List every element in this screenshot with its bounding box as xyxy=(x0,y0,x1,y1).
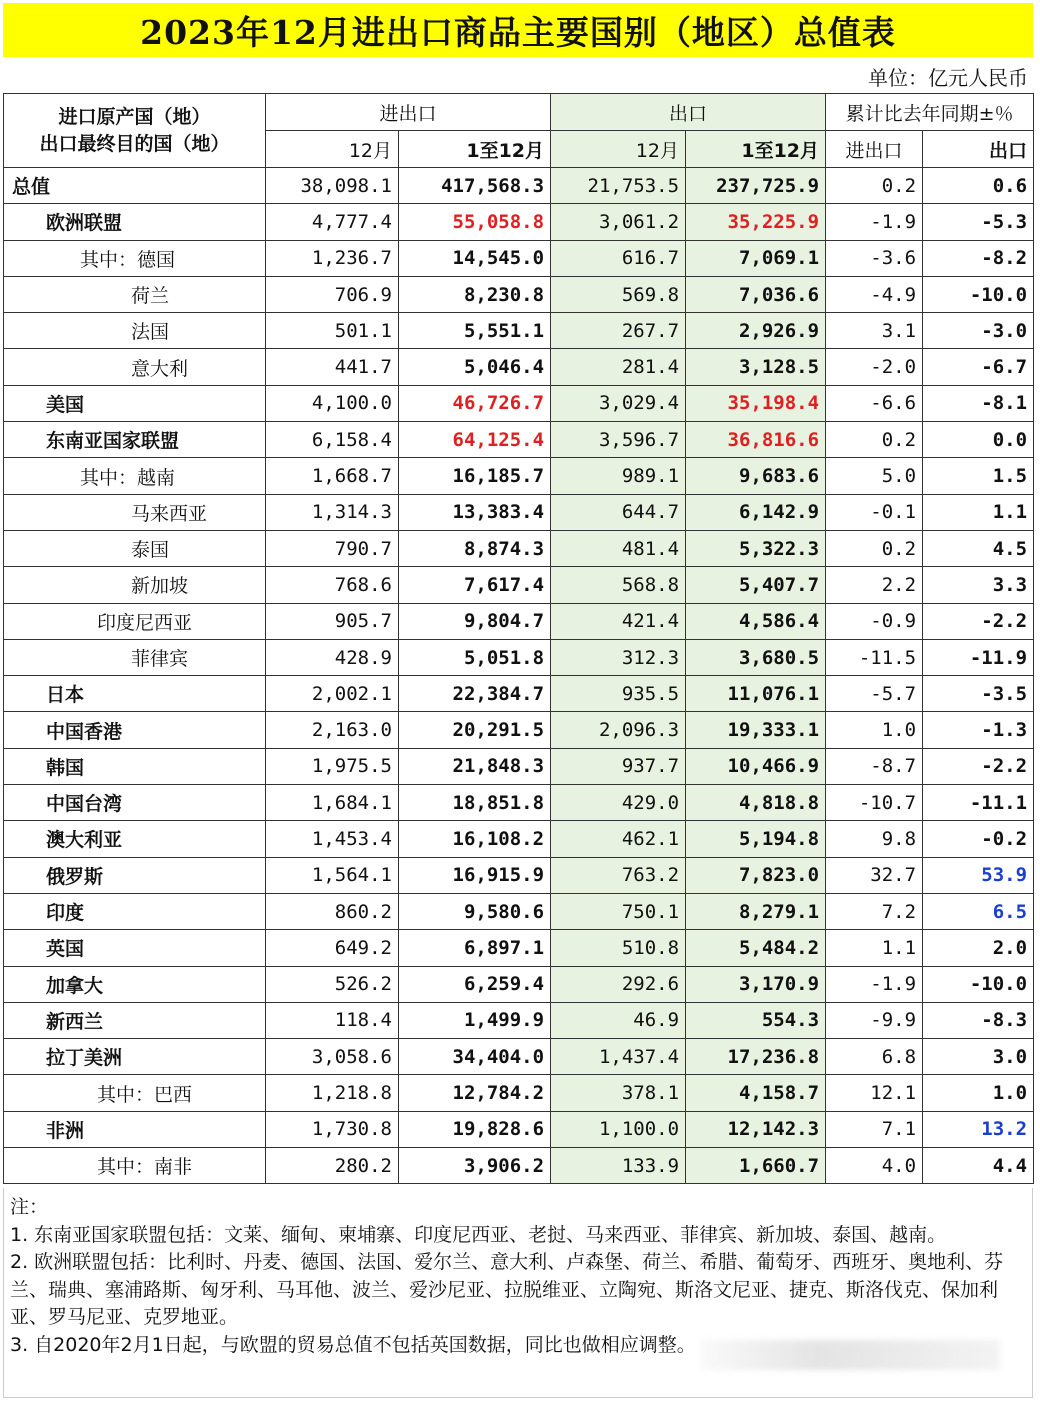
cell-total-dec: 441.7 xyxy=(266,349,399,385)
cell-total-ytd: 12,784.2 xyxy=(399,1075,551,1111)
table-row xyxy=(4,385,1034,421)
cell-export-ytd: 6,142.9 xyxy=(686,494,826,530)
cell-total-dec: 1,236.7 xyxy=(266,240,399,276)
note-eu: 2. 欧洲联盟包括：比利时、丹麦、德国、法国、爱尔兰、意大利、卢森堡、荷兰、希腊、葡萄牙、西班牙、奥地利、芬兰、瑞典、塞浦路斯、匈牙利、马耳他、波兰、爱沙尼亚、拉脱维亚、立陶宛、斯洛文尼亚、捷克、斯洛伐克、保加利亚、罗马尼亚、克罗地亚。 xyxy=(10,1251,1004,1329)
cell-yoy-export: 4.5 xyxy=(923,530,1034,566)
cell-export-ytd: 36,816.6 xyxy=(686,422,826,458)
row-name: 其中：巴西 xyxy=(4,1075,266,1111)
cell-export-dec: 267.7 xyxy=(551,313,686,349)
cell-export-dec: 1,100.0 xyxy=(551,1111,686,1147)
cell-total-dec: 1,668.7 xyxy=(266,458,399,494)
cell-export-dec: 481.4 xyxy=(551,530,686,566)
page-title: 2023年12月进出口商品主要国别（地区）总值表 xyxy=(3,3,1033,57)
cell-yoy-export: -10.0 xyxy=(923,966,1034,1002)
cell-export-ytd: 3,128.5 xyxy=(686,349,826,385)
cell-yoy-total: 1.1 xyxy=(826,930,923,966)
cell-yoy-export: -2.2 xyxy=(923,748,1034,784)
cell-yoy-export: -3.5 xyxy=(923,676,1034,712)
cell-yoy-total: -9.9 xyxy=(826,1002,923,1038)
cell-yoy-total: -8.7 xyxy=(826,748,923,784)
cell-yoy-total: -6.6 xyxy=(826,385,923,421)
cell-export-dec: 3,061.2 xyxy=(551,204,686,240)
cell-total-dec: 428.9 xyxy=(266,639,399,675)
cell-total-dec: 1,314.3 xyxy=(266,494,399,530)
table-row xyxy=(4,313,1034,349)
cell-yoy-export: -11.1 xyxy=(923,785,1034,821)
cell-total-ytd: 46,726.7 xyxy=(399,385,551,421)
corner-line-1: 进口原产国（地） xyxy=(58,105,211,128)
table-row xyxy=(4,567,1034,603)
cell-yoy-total: -3.6 xyxy=(826,240,923,276)
cell-yoy-export: -6.7 xyxy=(923,349,1034,385)
row-name: 泰国 xyxy=(4,530,266,566)
cell-export-dec: 3,596.7 xyxy=(551,422,686,458)
blurred-watermark xyxy=(700,1340,1000,1370)
cell-total-ytd: 6,897.1 xyxy=(399,930,551,966)
row-name: 新加坡 xyxy=(4,567,266,603)
cell-export-dec: 462.1 xyxy=(551,821,686,857)
cell-export-dec: 46.9 xyxy=(551,1002,686,1038)
cell-total-dec: 1,564.1 xyxy=(266,857,399,893)
cell-total-dec: 1,730.8 xyxy=(266,1111,399,1147)
cell-yoy-export: -3.0 xyxy=(923,313,1034,349)
note-uk: 3. 自2020年2月1日起，与欧盟的贸易总值不包括英国数据，同比也做相应调整。 xyxy=(10,1333,696,1356)
cell-yoy-total: 32.7 xyxy=(826,857,923,893)
cell-export-dec: 616.7 xyxy=(551,240,686,276)
cell-total-dec: 905.7 xyxy=(266,603,399,639)
table-row xyxy=(4,676,1034,712)
row-name: 法国 xyxy=(4,313,266,349)
header-row-1 xyxy=(4,94,1034,131)
row-name: 美国 xyxy=(4,385,266,421)
table-row xyxy=(4,1075,1034,1111)
cell-export-dec: 935.5 xyxy=(551,676,686,712)
cell-total-ytd: 22,384.7 xyxy=(399,676,551,712)
cell-export-dec: 3,029.4 xyxy=(551,385,686,421)
cell-total-dec: 1,684.1 xyxy=(266,785,399,821)
cell-export-ytd: 4,818.8 xyxy=(686,785,826,821)
cell-export-dec: 569.8 xyxy=(551,276,686,312)
cell-export-ytd: 9,683.6 xyxy=(686,458,826,494)
corner-line-2: 出口最终目的国（地） xyxy=(39,132,230,155)
cell-export-ytd: 7,069.1 xyxy=(686,240,826,276)
table-row xyxy=(4,712,1034,748)
table-row xyxy=(4,785,1034,821)
row-name: 英国 xyxy=(4,930,266,966)
table-row xyxy=(4,1148,1034,1184)
row-name: 马来西亚 xyxy=(4,494,266,530)
cell-yoy-export: -8.3 xyxy=(923,1002,1034,1038)
cell-export-ytd: 2,926.9 xyxy=(686,313,826,349)
cell-total-ytd: 1,499.9 xyxy=(399,1002,551,1038)
cell-export-dec: 312.3 xyxy=(551,639,686,675)
cell-export-ytd: 1,660.7 xyxy=(686,1148,826,1184)
cell-total-dec: 501.1 xyxy=(266,313,399,349)
cell-yoy-export: 3.0 xyxy=(923,1039,1034,1075)
cell-total-dec: 1,218.8 xyxy=(266,1075,399,1111)
cell-export-ytd: 5,322.3 xyxy=(686,530,826,566)
cell-total-ytd: 16,915.9 xyxy=(399,857,551,893)
cell-yoy-total: 2.2 xyxy=(826,567,923,603)
cell-total-dec: 790.7 xyxy=(266,530,399,566)
cell-export-ytd: 554.3 xyxy=(686,1002,826,1038)
cell-export-ytd: 8,279.1 xyxy=(686,893,826,929)
row-name: 菲律宾 xyxy=(4,639,266,675)
cell-export-dec: 133.9 xyxy=(551,1148,686,1184)
cell-yoy-total: 12.1 xyxy=(826,1075,923,1111)
row-name: 日本 xyxy=(4,676,266,712)
row-name: 加拿大 xyxy=(4,966,266,1002)
cell-yoy-export: -5.3 xyxy=(923,204,1034,240)
cell-total-dec: 2,002.1 xyxy=(266,676,399,712)
header-total-ytd: 1至12月 xyxy=(399,131,551,168)
cell-total-ytd: 34,404.0 xyxy=(399,1039,551,1075)
cell-total-dec: 6,158.4 xyxy=(266,422,399,458)
row-name: 东南亚国家联盟 xyxy=(4,422,266,458)
cell-yoy-export: -2.2 xyxy=(923,603,1034,639)
header-group-yoy: 累计比去年同期±％ xyxy=(826,94,1034,131)
row-name: 总值 xyxy=(4,168,266,204)
table-row xyxy=(4,168,1034,204)
cell-export-ytd: 5,407.7 xyxy=(686,567,826,603)
cell-export-dec: 2,096.3 xyxy=(551,712,686,748)
cell-export-ytd: 17,236.8 xyxy=(686,1039,826,1075)
table-row xyxy=(4,1111,1034,1147)
cell-export-dec: 21,753.5 xyxy=(551,168,686,204)
header-group-export: 出口 xyxy=(551,94,826,131)
cell-export-dec: 763.2 xyxy=(551,857,686,893)
cell-yoy-total: -5.7 xyxy=(826,676,923,712)
cell-yoy-total: -4.9 xyxy=(826,276,923,312)
cell-yoy-total: 9.8 xyxy=(826,821,923,857)
cell-export-dec: 1,437.4 xyxy=(551,1039,686,1075)
cell-yoy-total: 3.1 xyxy=(826,313,923,349)
cell-yoy-export: -8.2 xyxy=(923,240,1034,276)
cell-export-dec: 989.1 xyxy=(551,458,686,494)
table-body xyxy=(4,168,1034,1184)
cell-total-ytd: 417,568.3 xyxy=(399,168,551,204)
cell-yoy-export: 0.6 xyxy=(923,168,1034,204)
cell-export-ytd: 237,725.9 xyxy=(686,168,826,204)
cell-yoy-total: -2.0 xyxy=(826,349,923,385)
cell-yoy-export: 0.0 xyxy=(923,422,1034,458)
header-yoy-total: 进出口 xyxy=(826,131,923,168)
cell-yoy-total: -1.9 xyxy=(826,966,923,1002)
header-yoy-export: 出口 xyxy=(923,131,1034,168)
cell-export-dec: 937.7 xyxy=(551,748,686,784)
cell-total-ytd: 9,580.6 xyxy=(399,893,551,929)
table-row xyxy=(4,1039,1034,1075)
cell-total-ytd: 8,874.3 xyxy=(399,530,551,566)
cell-yoy-export: 2.0 xyxy=(923,930,1034,966)
cell-yoy-total: -0.9 xyxy=(826,603,923,639)
cell-total-dec: 4,100.0 xyxy=(266,385,399,421)
cell-export-dec: 292.6 xyxy=(551,966,686,1002)
table-row xyxy=(4,494,1034,530)
cell-total-dec: 768.6 xyxy=(266,567,399,603)
cell-yoy-total: 0.2 xyxy=(826,168,923,204)
cell-total-ytd: 18,851.8 xyxy=(399,785,551,821)
cell-yoy-total: 7.2 xyxy=(826,893,923,929)
cell-yoy-export: -0.2 xyxy=(923,821,1034,857)
cell-yoy-export: 1.1 xyxy=(923,494,1034,530)
cell-export-ytd: 35,198.4 xyxy=(686,385,826,421)
trade-table xyxy=(3,93,1034,1184)
table-row xyxy=(4,422,1034,458)
cell-export-dec: 281.4 xyxy=(551,349,686,385)
cell-export-ytd: 10,466.9 xyxy=(686,748,826,784)
cell-total-dec: 706.9 xyxy=(266,276,399,312)
row-name: 中国香港 xyxy=(4,712,266,748)
table-row xyxy=(4,204,1034,240)
cell-export-ytd: 4,586.4 xyxy=(686,603,826,639)
row-name: 新西兰 xyxy=(4,1002,266,1038)
cell-export-dec: 378.1 xyxy=(551,1075,686,1111)
cell-total-dec: 649.2 xyxy=(266,930,399,966)
cell-total-dec: 1,453.4 xyxy=(266,821,399,857)
cell-total-ytd: 3,906.2 xyxy=(399,1148,551,1184)
table-row xyxy=(4,966,1034,1002)
cell-total-dec: 2,163.0 xyxy=(266,712,399,748)
cell-total-dec: 4,777.4 xyxy=(266,204,399,240)
cell-yoy-export: 1.5 xyxy=(923,458,1034,494)
cell-yoy-total: 4.0 xyxy=(826,1148,923,1184)
cell-total-ytd: 20,291.5 xyxy=(399,712,551,748)
header-group-total: 进出口 xyxy=(266,94,551,131)
header-export-dec: 12月 xyxy=(551,131,686,168)
cell-total-dec: 38,098.1 xyxy=(266,168,399,204)
cell-yoy-export: -11.9 xyxy=(923,639,1034,675)
table-row xyxy=(4,530,1034,566)
table-row xyxy=(4,276,1034,312)
table-row xyxy=(4,893,1034,929)
cell-total-ytd: 13,383.4 xyxy=(399,494,551,530)
cell-export-dec: 644.7 xyxy=(551,494,686,530)
note-asean: 1. 东南亚国家联盟包括：文莱、缅甸、柬埔寨、印度尼西亚、老挝、马来西亚、菲律宾、新加坡、泰国、越南。 xyxy=(10,1223,947,1246)
cell-total-ytd: 5,051.8 xyxy=(399,639,551,675)
header-export-ytd: 1至12月 xyxy=(686,131,826,168)
cell-export-ytd: 5,484.2 xyxy=(686,930,826,966)
cell-total-ytd: 5,046.4 xyxy=(399,349,551,385)
unit-label: 单位：亿元人民币 xyxy=(868,66,1028,90)
table-row xyxy=(4,603,1034,639)
row-name: 中国台湾 xyxy=(4,785,266,821)
row-name: 其中：德国 xyxy=(4,240,266,276)
cell-export-dec: 421.4 xyxy=(551,603,686,639)
cell-export-dec: 750.1 xyxy=(551,893,686,929)
table-row xyxy=(4,639,1034,675)
cell-total-ytd: 19,828.6 xyxy=(399,1111,551,1147)
cell-yoy-total: 6.8 xyxy=(826,1039,923,1075)
table-row xyxy=(4,240,1034,276)
cell-total-dec: 118.4 xyxy=(266,1002,399,1038)
row-name: 韩国 xyxy=(4,748,266,784)
cell-export-ytd: 4,158.7 xyxy=(686,1075,826,1111)
row-name: 俄罗斯 xyxy=(4,857,266,893)
cell-yoy-total: -0.1 xyxy=(826,494,923,530)
row-name: 拉丁美洲 xyxy=(4,1039,266,1075)
cell-yoy-export: 53.9 xyxy=(923,857,1034,893)
table-row xyxy=(4,349,1034,385)
cell-total-ytd: 9,804.7 xyxy=(399,603,551,639)
cell-total-ytd: 16,108.2 xyxy=(399,821,551,857)
header-total-dec: 12月 xyxy=(266,131,399,168)
row-name: 欧洲联盟 xyxy=(4,204,266,240)
cell-total-ytd: 21,848.3 xyxy=(399,748,551,784)
table-row xyxy=(4,930,1034,966)
cell-yoy-total: 0.2 xyxy=(826,422,923,458)
cell-export-dec: 510.8 xyxy=(551,930,686,966)
cell-total-ytd: 64,125.4 xyxy=(399,422,551,458)
table-row xyxy=(4,821,1034,857)
cell-export-ytd: 11,076.1 xyxy=(686,676,826,712)
cell-total-ytd: 16,185.7 xyxy=(399,458,551,494)
row-name: 印度尼西亚 xyxy=(4,603,266,639)
row-name: 印度 xyxy=(4,893,266,929)
row-name: 其中：南非 xyxy=(4,1148,266,1184)
cell-total-ytd: 55,058.8 xyxy=(399,204,551,240)
cell-total-dec: 526.2 xyxy=(266,966,399,1002)
table-row xyxy=(4,857,1034,893)
cell-yoy-export: 4.4 xyxy=(923,1148,1034,1184)
row-name: 其中：越南 xyxy=(4,458,266,494)
table-row xyxy=(4,1002,1034,1038)
notes-heading: 注： xyxy=(10,1196,49,1218)
cell-export-ytd: 7,036.6 xyxy=(686,276,826,312)
cell-yoy-total: 1.0 xyxy=(826,712,923,748)
cell-total-ytd: 6,259.4 xyxy=(399,966,551,1002)
cell-yoy-export: -8.1 xyxy=(923,385,1034,421)
cell-yoy-total: -11.5 xyxy=(826,639,923,675)
row-name: 非洲 xyxy=(4,1111,266,1147)
cell-yoy-export: 1.0 xyxy=(923,1075,1034,1111)
cell-export-ytd: 5,194.8 xyxy=(686,821,826,857)
cell-export-ytd: 35,225.9 xyxy=(686,204,826,240)
row-name: 澳大利亚 xyxy=(4,821,266,857)
cell-export-ytd: 3,680.5 xyxy=(686,639,826,675)
cell-export-dec: 429.0 xyxy=(551,785,686,821)
row-name: 荷兰 xyxy=(4,276,266,312)
table-row xyxy=(4,458,1034,494)
cell-total-ytd: 5,551.1 xyxy=(399,313,551,349)
cell-total-dec: 1,975.5 xyxy=(266,748,399,784)
cell-yoy-export: 3.3 xyxy=(923,567,1034,603)
cell-yoy-export: -1.3 xyxy=(923,712,1034,748)
row-name: 意大利 xyxy=(4,349,266,385)
cell-export-ytd: 3,170.9 xyxy=(686,966,826,1002)
header-corner xyxy=(4,94,266,168)
cell-yoy-total: 5.0 xyxy=(826,458,923,494)
cell-export-ytd: 12,142.3 xyxy=(686,1111,826,1147)
cell-yoy-total: -10.7 xyxy=(826,785,923,821)
cell-yoy-total: 7.1 xyxy=(826,1111,923,1147)
cell-total-ytd: 7,617.4 xyxy=(399,567,551,603)
cell-total-dec: 860.2 xyxy=(266,893,399,929)
cell-yoy-export: 13.2 xyxy=(923,1111,1034,1147)
cell-yoy-total: -1.9 xyxy=(826,204,923,240)
cell-yoy-export: 6.5 xyxy=(923,893,1034,929)
cell-export-ytd: 19,333.1 xyxy=(686,712,826,748)
cell-yoy-total: 0.2 xyxy=(826,530,923,566)
cell-total-dec: 280.2 xyxy=(266,1148,399,1184)
cell-total-ytd: 14,545.0 xyxy=(399,240,551,276)
cell-export-dec: 568.8 xyxy=(551,567,686,603)
cell-export-ytd: 7,823.0 xyxy=(686,857,826,893)
cell-total-ytd: 8,230.8 xyxy=(399,276,551,312)
cell-total-dec: 3,058.6 xyxy=(266,1039,399,1075)
cell-yoy-export: -10.0 xyxy=(923,276,1034,312)
table-row xyxy=(4,748,1034,784)
